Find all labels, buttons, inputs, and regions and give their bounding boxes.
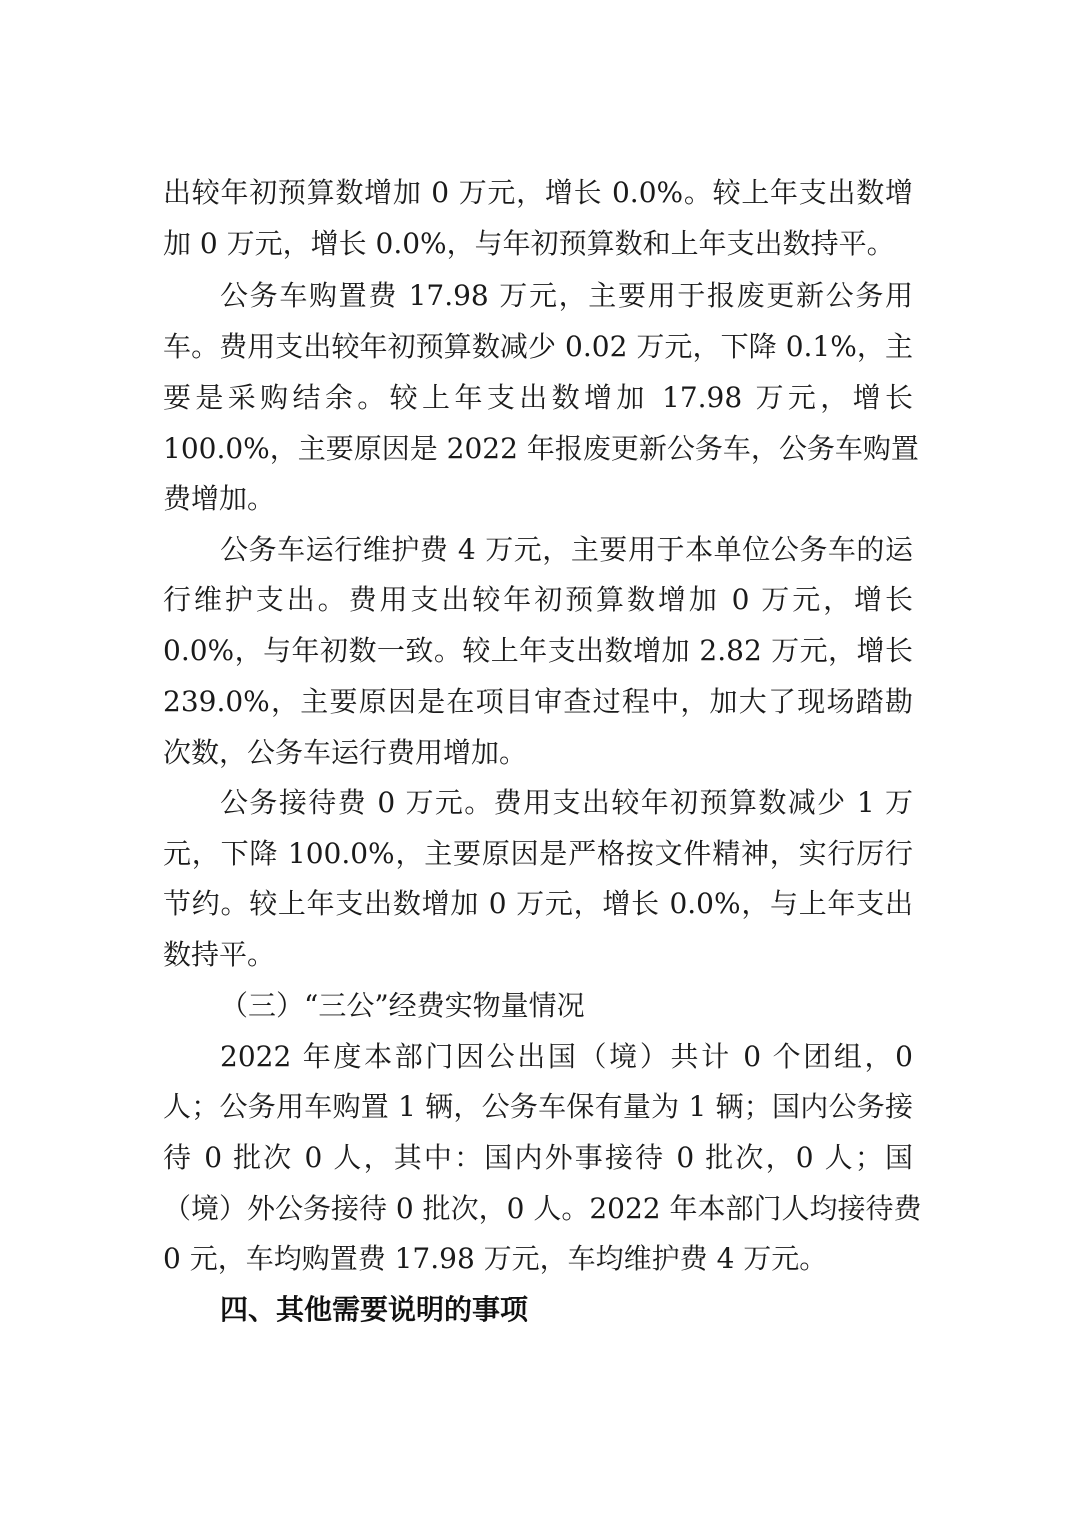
paragraph-line: 要是采购结余。较上年支出数增加 17.98 万元，增长 (163, 381, 913, 414)
paragraph-line: 人；公务用车购置 1 辆，公务车保有量为 1 辆；国内公务接 (163, 1090, 913, 1123)
paragraph-line: 公务接待费 0 万元。费用支出较年初预算数减少 1 万 (220, 786, 913, 819)
subsection-heading: （三）“三公”经费实物量情况 (220, 989, 585, 1022)
paragraph-line: 元，下降 100.0%，主要原因是严格按文件精神，实行厉行 (163, 837, 913, 870)
section-heading: 四、其他需要说明的事项 (220, 1293, 529, 1326)
paragraph-line: 0.0%，与年初数一致。较上年支出数增加 2.82 万元，增长 (163, 634, 913, 667)
paragraph-line: 0 元，车均购置费 17.98 万元，车均维护费 4 万元。 (163, 1242, 828, 1275)
paragraph-line: 数持平。 (163, 938, 276, 971)
paragraph-line: 车。费用支出较年初预算数减少 0.02 万元，下降 0.1%，主 (163, 330, 913, 363)
paragraph-line: 行维护支出。费用支出较年初预算数增加 0 万元，增长 (163, 583, 913, 616)
paragraph-line: 公务车运行维护费 4 万元，主要用于本单位公务车的运 (220, 533, 913, 566)
paragraph-line: 加 0 万元，增长 0.0%，与年初预算数和上年支出数持平。 (163, 227, 895, 260)
paragraph-line: 出较年初预算数增加 0 万元，增长 0.0%。较上年支出数增 (163, 176, 913, 209)
paragraph-line: 节约。较上年支出数增加 0 万元，增长 0.0%，与上年支出 (163, 887, 913, 920)
paragraph-line: 公务车购置费 17.98 万元，主要用于报废更新公务用 (220, 279, 913, 312)
paragraph-line: 费增加。 (163, 482, 276, 515)
paragraph-line: （境）外公务接待 0 批次，0 人。2022 年本部门人均接待费 (163, 1192, 922, 1225)
paragraph-line: 待 0 批次 0 人，其中：国内外事接待 0 批次，0 人；国 (163, 1141, 913, 1174)
paragraph-line: 100.0%，主要原因是 2022 年报废更新公务车，公务车购置 (163, 432, 919, 465)
paragraph-line: 2022 年度本部门因公出国（境）共计 0 个团组，0 (220, 1040, 913, 1073)
paragraph-line: 次数，公务车运行费用增加。 (163, 736, 528, 769)
paragraph-line: 239.0%，主要原因是在项目审查过程中，加大了现场踏勘 (163, 685, 913, 718)
